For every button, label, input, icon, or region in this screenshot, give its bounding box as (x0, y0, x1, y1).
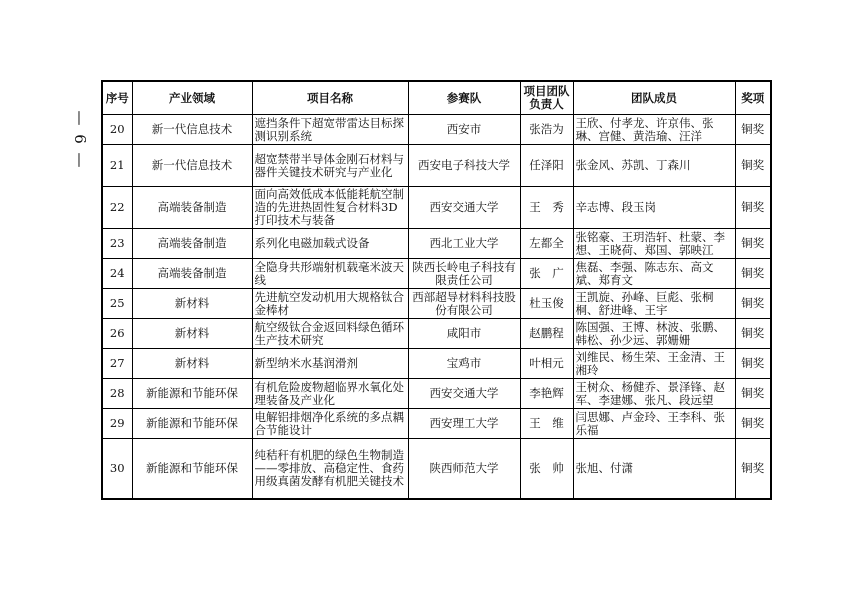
cell-field: 新材料 (132, 289, 252, 319)
header-award: 奖项 (735, 81, 771, 115)
cell-leader: 张 帅 (520, 439, 573, 499)
cell-leader: 王 维 (520, 409, 573, 439)
table-row (102, 115, 771, 145)
cell-members: 焦磊、李强、陈志东、高文斌、郑育文 (573, 259, 735, 289)
table-row (102, 259, 771, 289)
cell-project: 遮挡条件下超宽带雷达目标探测识别系统 (252, 115, 408, 145)
cell-project: 航空级钛合金返回料绿色循环生产技术研究 (252, 319, 408, 349)
cell-award: 铜奖 (735, 319, 771, 349)
cell-team: 西安交通大学 (408, 379, 520, 409)
cell-leader: 任泽阳 (520, 145, 573, 187)
cell-field: 新一代信息技术 (132, 115, 252, 145)
cell-members: 辛志博、段玉岗 (573, 187, 735, 229)
cell-members: 张金风、苏凯、丁森川 (573, 145, 735, 187)
cell-team: 西安电子科技大学 (408, 145, 520, 187)
cell-no: 23 (102, 229, 132, 259)
cell-award: 铜奖 (735, 439, 771, 499)
cell-members: 王欣、付孝龙、许京伟、张琳、宫健、黄浩瑜、汪洋 (573, 115, 735, 145)
header-field: 产业领域 (132, 81, 252, 115)
header-team: 参赛队 (408, 81, 520, 115)
table-row (102, 349, 771, 379)
cell-award: 铜奖 (735, 187, 771, 229)
cell-project: 有机危险废物超临界水氧化处理装备及产业化 (252, 379, 408, 409)
cell-field: 新材料 (132, 349, 252, 379)
cell-award: 铜奖 (735, 115, 771, 145)
cell-members: 陈国强、王博、林波、张鹏、韩松、孙少远、郭姗姗 (573, 319, 735, 349)
cell-members: 闫思娜、卢金玲、王李科、张乐福 (573, 409, 735, 439)
table-row (102, 379, 771, 409)
cell-field: 新能源和节能环保 (132, 409, 252, 439)
table-row (102, 289, 771, 319)
cell-leader: 张浩为 (520, 115, 573, 145)
cell-no: 24 (102, 259, 132, 289)
award-table (101, 80, 772, 500)
cell-field: 新能源和节能环保 (132, 379, 252, 409)
cell-members: 王凯旋、孙峰、巨彪、张桐桐、舒进峰、王宇 (573, 289, 735, 319)
table-row (102, 229, 771, 259)
cell-award: 铜奖 (735, 289, 771, 319)
table-row (102, 145, 771, 187)
cell-field: 新一代信息技术 (132, 145, 252, 187)
cell-leader: 杜玉俊 (520, 289, 573, 319)
cell-field: 高端装备制造 (132, 229, 252, 259)
cell-project: 电解铝排烟净化系统的多点耦合节能设计 (252, 409, 408, 439)
cell-members: 张旭、付潇 (573, 439, 735, 499)
table-row (102, 439, 771, 499)
cell-no: 29 (102, 409, 132, 439)
cell-project: 全隐身共形端射机载毫米波天线 (252, 259, 408, 289)
cell-no: 30 (102, 439, 132, 499)
cell-members: 张铭豪、王玥浩轩、杜蒙、李想、王晓荷、郑国、郭映江 (573, 229, 735, 259)
cell-project: 先进航空发动机用大规格钛合金棒材 (252, 289, 408, 319)
table-row (102, 187, 771, 229)
cell-field: 高端装备制造 (132, 187, 252, 229)
header-members: 团队成员 (573, 81, 735, 115)
cell-project: 面向高效低成本低能耗航空制造的先进热固性复合材料3D打印技术与装备 (252, 187, 408, 229)
cell-team: 咸阳市 (408, 319, 520, 349)
cell-no: 21 (102, 145, 132, 187)
cell-award: 铜奖 (735, 259, 771, 289)
cell-project: 新型纳米水基润滑剂 (252, 349, 408, 379)
page-number: — 6 — (71, 110, 89, 170)
cell-team: 西安市 (408, 115, 520, 145)
cell-project: 超宽禁带半导体金刚石材料与器件关键技术研究与产业化 (252, 145, 408, 187)
cell-award: 铜奖 (735, 229, 771, 259)
header-leader: 项目团队负责人 (520, 81, 573, 115)
cell-team: 宝鸡市 (408, 349, 520, 379)
cell-field: 高端装备制造 (132, 259, 252, 289)
cell-team: 西安理工大学 (408, 409, 520, 439)
cell-no: 26 (102, 319, 132, 349)
cell-project: 系列化电磁加载式设备 (252, 229, 408, 259)
cell-members: 王树众、杨健乔、景泽锋、赵军、李建娜、张凡、段远望 (573, 379, 735, 409)
cell-leader: 左都全 (520, 229, 573, 259)
cell-award: 铜奖 (735, 379, 771, 409)
cell-leader: 张 广 (520, 259, 573, 289)
cell-field: 新能源和节能环保 (132, 439, 252, 499)
cell-no: 28 (102, 379, 132, 409)
cell-leader: 王 秀 (520, 187, 573, 229)
header-project: 项目名称 (252, 81, 408, 115)
cell-leader: 叶相元 (520, 349, 573, 379)
cell-no: 27 (102, 349, 132, 379)
cell-team: 西安交通大学 (408, 187, 520, 229)
table-header-row (102, 81, 771, 115)
cell-leader: 赵鹏程 (520, 319, 573, 349)
cell-no: 20 (102, 115, 132, 145)
table-row (102, 409, 771, 439)
cell-team: 陕西长岭电子科技有限责任公司 (408, 259, 520, 289)
cell-field: 新材料 (132, 319, 252, 349)
cell-team: 西部超导材料科技股份有限公司 (408, 289, 520, 319)
cell-no: 25 (102, 289, 132, 319)
header-no: 序号 (102, 81, 132, 115)
cell-award: 铜奖 (735, 349, 771, 379)
cell-award: 铜奖 (735, 409, 771, 439)
cell-leader: 李艳辉 (520, 379, 573, 409)
cell-team: 西北工业大学 (408, 229, 520, 259)
cell-members: 刘维民、杨生荣、王金清、王湘玲 (573, 349, 735, 379)
cell-team: 陕西师范大学 (408, 439, 520, 499)
cell-no: 22 (102, 187, 132, 229)
table-row (102, 319, 771, 349)
cell-award: 铜奖 (735, 145, 771, 187)
cell-project: 纯秸秆有机肥的绿色生物制造——零排放、高稳定性、食药用级真菌发酵有机肥关键技术 (252, 439, 408, 499)
